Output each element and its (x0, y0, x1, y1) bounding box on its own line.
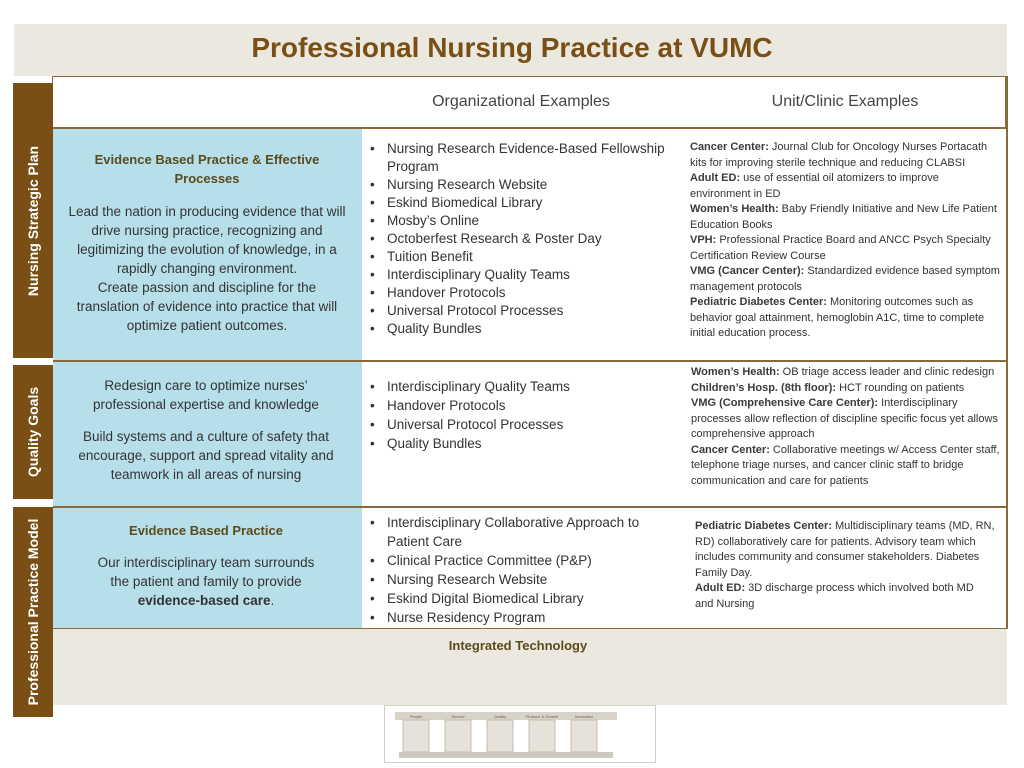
org-list-item: • Tuition Benefit (366, 248, 684, 266)
unit-example-text: Baby Friendly Initiative and New Life Patient Education Books (690, 203, 997, 231)
model-body-text: Our interdisciplinary team surrounds the patient and family to provide (97, 555, 315, 589)
unit-example-label: Women’s Health: (691, 366, 780, 378)
row-divider (53, 506, 1007, 508)
side-label-strategic-text: Nursing Strategic Plan (25, 145, 41, 296)
unit-example-item (691, 443, 1003, 490)
org-list-item: • Interdisciplinary Quality Teams (366, 266, 684, 284)
org-list-item: • Mosby’s Online (366, 212, 684, 230)
model-body-bold: evidence-based care (137, 593, 271, 608)
pillar-label: Finance & Growth (525, 714, 559, 719)
org-list-item: • Quality Bundles (366, 434, 684, 453)
pillar-label: People (409, 714, 423, 719)
unit-example-item (695, 519, 995, 581)
unit-example-text: HCT rounding on patients (836, 381, 965, 394)
unit-example-label: VPH: (690, 234, 717, 246)
unit-example-item (690, 264, 1002, 295)
org-list-item: • Octoberfest Research & Poster Day (366, 230, 684, 248)
unit-example-label: Cancer Center: (691, 443, 770, 456)
model-body-suffix: . (270, 593, 275, 608)
unit-example-item (691, 365, 1003, 381)
strategic-body-2: Create passion and discipline for the translation of evidence into practice that will optimize patient outcomes. (76, 280, 338, 333)
unit-example-text: Interdisciplinary processes allow reflection of discipline specific focus yet allows comprehensive approach (691, 397, 998, 440)
org-list-item: • Eskind Biomedical Library (366, 194, 684, 212)
side-label-practice-model (13, 507, 53, 717)
org-list-item: • Nursing Research Evidence-Based Fellowship Program (366, 140, 684, 176)
unit-example-item (691, 381, 1003, 397)
unit-example-text: Journal Club for Oncology Nurses Portacath kits for improving sterile technique and reducing CLABSI (690, 141, 988, 169)
org-list-item: • Nursing Research Website (366, 176, 684, 194)
strategic-left-content (68, 150, 346, 335)
unit-example-item (690, 202, 1002, 233)
quality-body-2: Build systems and a culture of safety that encourage, support and spread vitality and teamwork in all areas of nursing (78, 429, 334, 482)
row-divider (53, 360, 1007, 362)
pillar (445, 720, 471, 752)
side-label-strategic-plan (13, 83, 53, 358)
quality-left-content (66, 376, 346, 484)
side-label-quality-text: Quality Goals (25, 386, 41, 478)
unit-example-text: 3D discharge process which involved both MD and Nursing (695, 582, 974, 610)
org-list-item: • Universal Protocol Processes (366, 302, 684, 320)
unit-example-text: Collaborative meetings w/ Access Center staff, telephone triage nurses, and cancer clinic staff to bridge communication and care for patients (691, 443, 1000, 487)
side-label-model-text: Professional Practice Model (25, 518, 41, 706)
pillar-base (399, 752, 613, 758)
org-list-item: • Handover Protocols (366, 396, 684, 415)
table-right-border (1006, 76, 1008, 629)
unit-example-label: Children’s Hosp. (8th floor): (691, 381, 837, 394)
org-list-item: • Quality Bundles (366, 320, 684, 338)
org-list-item: • Eskind Digital Biomedical Library (366, 589, 684, 608)
unit-example-label: Pediatric Diabetes Center: (690, 296, 827, 308)
unit-example-text: Professional Practice Board and ANCC Psych Specialty Certification Review Course (690, 234, 991, 262)
unit-example-item (690, 233, 1002, 264)
column-header-organizational: Organizational Examples (432, 93, 610, 110)
strategic-body-1: Lead the nation in producing evidence that will drive nursing practice, recognizing and legitimizing the evolution of knowledge, in a rapidly changing environment. (68, 204, 346, 276)
unit-example-text: Monitoring outcomes such as behavior goal attainment, hemoglobin A1C, time to complete initial education process. (690, 296, 985, 339)
unit-example-label: Pediatric Diabetes Center: (695, 520, 832, 532)
page-title: Professional Nursing Practice at VUMC (251, 32, 773, 63)
org-list-item: • Handover Protocols (366, 284, 684, 302)
pillar (529, 720, 555, 752)
unit-example-item (690, 295, 1002, 342)
unit-example-text: use of essential oil atomizers to improve environment in ED (690, 172, 939, 200)
unit-example-item (690, 140, 1002, 171)
unit-example-item (695, 581, 995, 612)
model-body (92, 553, 320, 610)
model-left-content (92, 521, 320, 610)
strategic-org-list (366, 140, 684, 338)
row-divider (53, 127, 1007, 129)
column-header-unit: Unit/Clinic Examples (771, 93, 919, 110)
side-label-quality-goals (13, 365, 53, 499)
quality-org-list (366, 377, 684, 453)
unit-example-text: Standardized evidence based symptom management protocols (690, 265, 1000, 293)
quality-body-1: Redesign care to optimize nurses’ professional expertise and knowledge (93, 378, 319, 412)
unit-example-label: VMG (Cancer Center): (690, 265, 805, 277)
org-list-item: • Interdisciplinary Collaborative Approach to Patient Care (366, 513, 684, 551)
unit-example-label: Adult ED: (695, 582, 746, 594)
pillar (487, 720, 513, 752)
model-org-list (366, 513, 684, 627)
pillar-label: Service (451, 714, 465, 719)
org-list-item: • Universal Protocol Processes (366, 415, 684, 434)
model-unit-list (695, 519, 995, 612)
pillar (571, 720, 597, 752)
pillar-label: Innovation (574, 714, 594, 719)
unit-example-label: Adult ED: (690, 172, 741, 184)
org-list-item: • Interdisciplinary Quality Teams (366, 377, 684, 396)
pillar-label: Quality (493, 714, 507, 719)
pillars-svg (385, 706, 655, 762)
unit-example-item (690, 171, 1002, 202)
org-list-item: • Clinical Practice Committee (P&P) (366, 551, 684, 570)
strategic-unit-list (690, 140, 1002, 342)
integrated-technology-label: Integrated Technology (448, 638, 588, 653)
unit-example-label: Cancer Center: (690, 141, 769, 153)
pillar (403, 720, 429, 752)
unit-example-item (691, 396, 1003, 443)
quality-unit-list (691, 365, 1003, 489)
unit-example-label: VMG (Comprehensive Care Center): (691, 397, 879, 409)
org-list-item: • Nurse Residency Program (366, 608, 684, 627)
unit-example-label: Women’s Health: (690, 203, 779, 215)
unit-example-text: OB triage access leader and clinic redesign (779, 366, 995, 378)
strategic-heading: Evidence Based Practice & Effective Processes (94, 152, 320, 186)
org-list-item: • Nursing Research Website (366, 570, 684, 589)
unit-example-text: Multidisciplinary teams (MD, RN, RD) collaboratively care for patients. Advisory team which includes community and consumer stakeholders. Diabetes Family Day. (695, 520, 995, 579)
model-heading: Evidence Based Practice (129, 523, 283, 538)
pillars-graphic (384, 705, 656, 763)
